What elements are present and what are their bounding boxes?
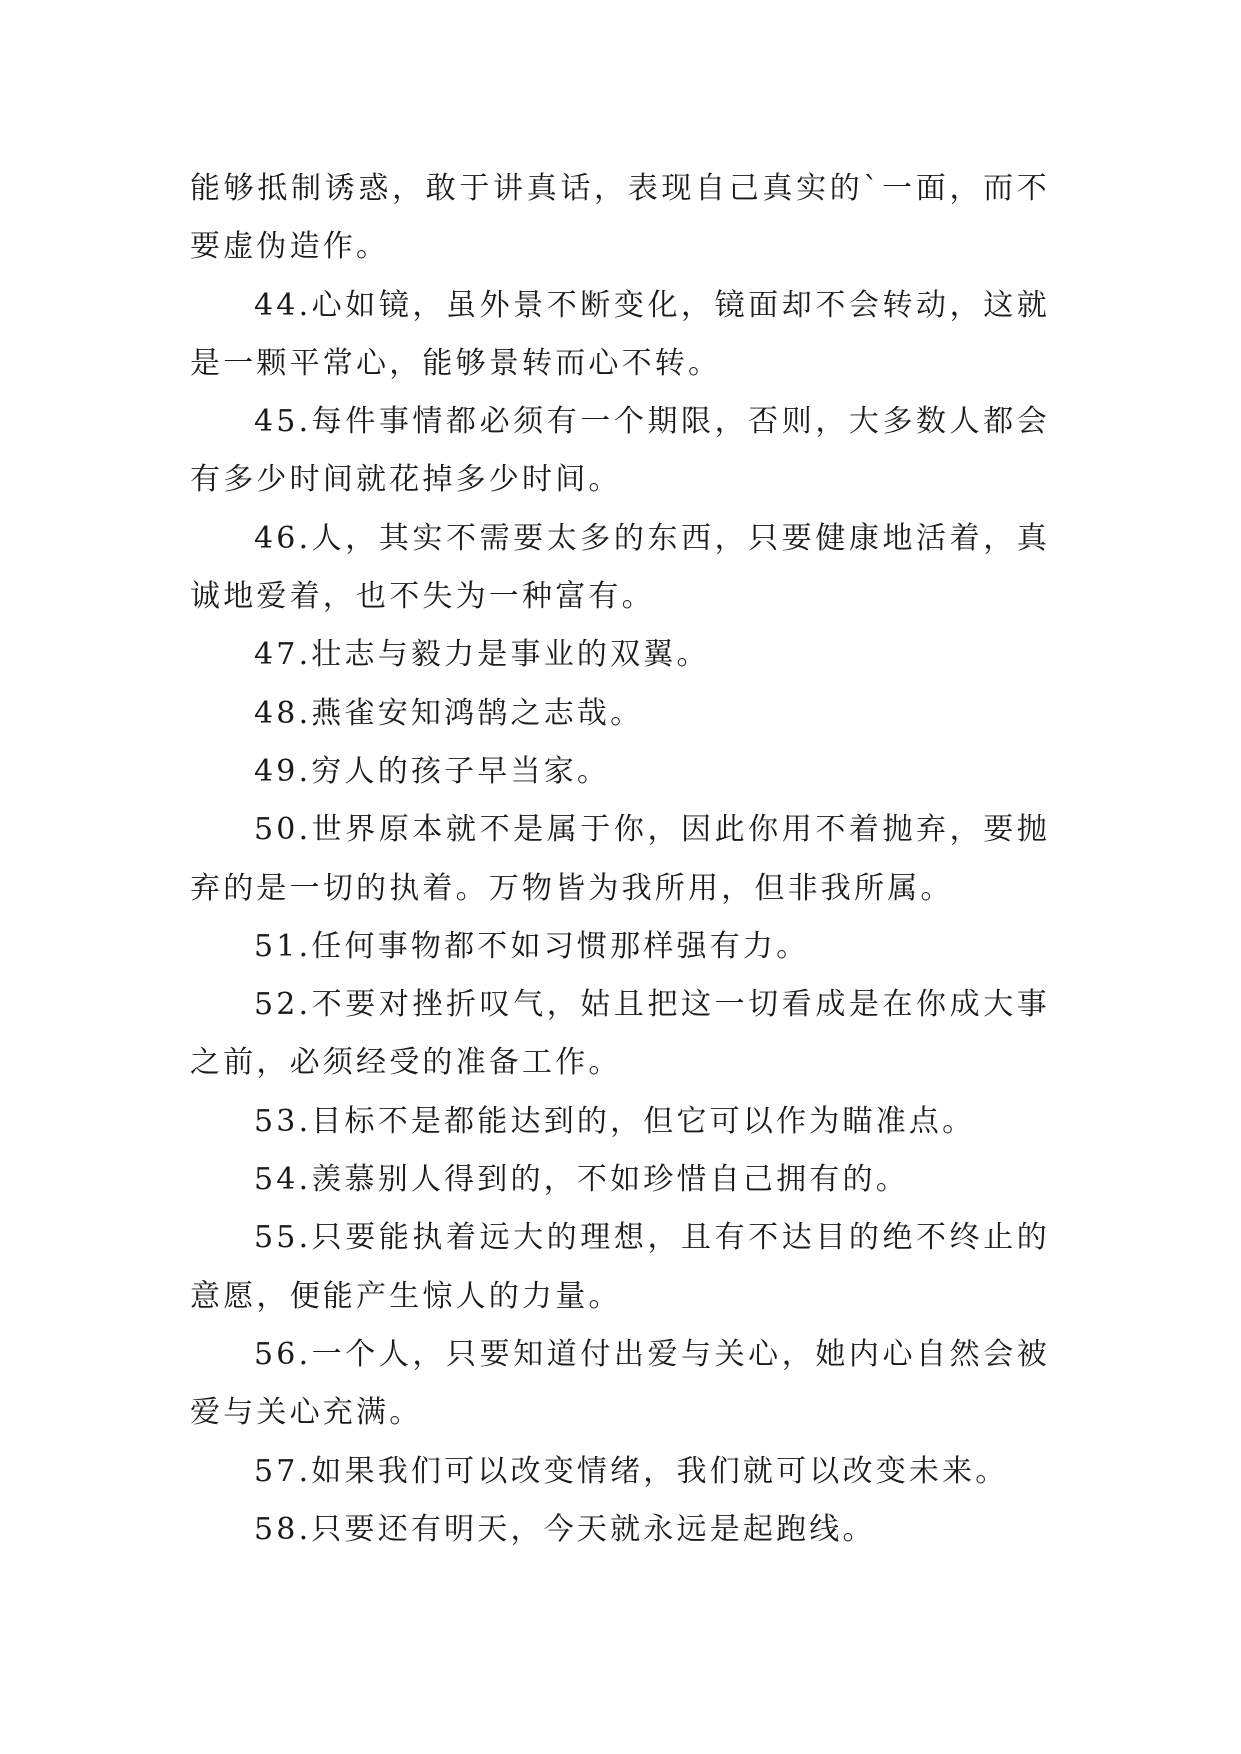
document-body <box>190 160 1050 1559</box>
quote-49: 49.穷人的孩子早当家。 <box>254 753 611 789</box>
quote-56: 56.一个人，只要知道付出爱与关心，她内心自然会被爱与关心充满。 <box>190 1336 1050 1431</box>
quote-44: 44.心如镜，虽外景不断变化，镜面却不会转动，这就是一颗平常心，能够景转而心不转。 <box>190 287 1050 381</box>
quote-52: 52.不要对挫折叹气，姑且把这一切看成是在你成大事之前，必须经受的准备工作。 <box>190 987 1050 1081</box>
quote-55: 55.只要能执着远大的理想，且有不达目的绝不终止的意愿，便能产生惊人的力量。 <box>190 1220 1050 1314</box>
quote-58: 58.只要还有明天，今天就永远是起跑线。 <box>254 1511 876 1547</box>
quote-48: 48.燕雀安知鸿鹄之志哉。 <box>254 695 644 731</box>
quote-57: 57.如果我们可以改变情绪，我们就可以改变未来。 <box>254 1453 1009 1489</box>
quote-54: 54.羡慕别人得到的，不如珍惜自己拥有的。 <box>254 1162 909 1198</box>
quote-46: 46.人，其实不需要太多的东西，只要健康地活着，真诚地爱着，也不失为一种富有。 <box>190 520 1050 615</box>
quote-47: 47.壮志与毅力是事业的双翼。 <box>254 637 710 673</box>
quote-50: 50.世界原本就不是属于你，因此你用不着抛弃，要抛弃的是一切的执着。万物皆为我所用，但非我所属。 <box>190 812 1050 906</box>
paragraph-continuation: 能够抵制诱惑，敢于讲真话，表现自己真实的`一面，而不要虚伪造作。 <box>190 171 1050 265</box>
quote-51: 51.任何事物都不如习惯那样强有力。 <box>254 928 810 964</box>
quote-53: 53.目标不是都能达到的，但它可以作为瞄准点。 <box>254 1103 976 1139</box>
quote-45: 45.每件事情都必须有一个期限，否则，大多数人都会有多少时间就花掉多少时间。 <box>190 404 1050 498</box>
